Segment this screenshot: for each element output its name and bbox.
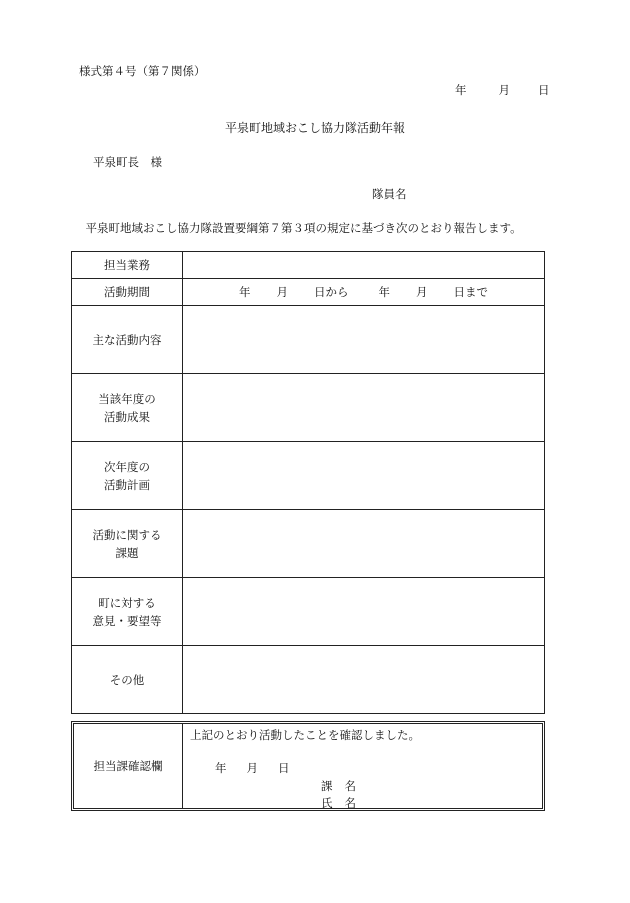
label-char: 名 xyxy=(344,779,356,793)
confirm-day-label: 日 xyxy=(278,761,290,775)
issues-label xyxy=(72,510,183,578)
confirm-year-label: 年 xyxy=(215,761,227,775)
person-name-label xyxy=(321,795,356,811)
confirmation-box xyxy=(71,721,545,811)
table-row-period xyxy=(72,279,545,306)
intro-paragraph xyxy=(74,221,550,236)
confirm-month-label: 月 xyxy=(246,761,258,775)
report-table xyxy=(71,251,545,714)
label-line: 活動計画 xyxy=(104,477,150,492)
date-year-label: 年 xyxy=(455,83,467,97)
label-line: その他 xyxy=(109,672,145,687)
duty-label: 担当業務 xyxy=(72,252,183,279)
opinions-label xyxy=(72,578,183,646)
section-name-label xyxy=(321,778,356,794)
date-day-label: 日 xyxy=(538,83,550,97)
document-title: 平泉町地域おこし協力隊活動年報 xyxy=(224,121,405,135)
label-line: 町に対する xyxy=(98,595,156,610)
period-start-month: 月 xyxy=(276,285,288,299)
period-template xyxy=(183,284,544,300)
confirmation-statement: 上記のとおり活動したことを確認しました。 xyxy=(190,728,420,742)
addressee: 平泉町長 様 xyxy=(93,155,162,169)
period-label: 活動期間 xyxy=(72,279,183,306)
label-line: 当該年度の xyxy=(98,391,156,406)
period-end-day: 日まで xyxy=(453,285,488,299)
member-name-label: 隊員名 xyxy=(372,187,407,201)
form-number: 様式第４号（第７関係） xyxy=(79,64,206,78)
table-row-main-activities xyxy=(72,306,545,374)
other-label xyxy=(72,646,183,714)
table-row-other xyxy=(72,646,545,714)
period-end-month: 月 xyxy=(416,285,428,299)
period-start-year: 年 xyxy=(239,285,251,299)
duty-field[interactable] xyxy=(183,252,545,279)
main-activities-label xyxy=(72,306,183,374)
intro-text: 平泉町地域おこし協力隊設置要綱第７第３項の規定に基づき次のとおり報告します。 xyxy=(85,221,522,235)
label-line: 意見・要望等 xyxy=(92,613,162,628)
label-char: 課 xyxy=(321,779,333,793)
table-row-duty xyxy=(72,252,545,279)
confirmation-field[interactable] xyxy=(183,724,542,808)
date-month-label: 月 xyxy=(498,83,510,97)
label-line: 主な活動内容 xyxy=(92,332,162,347)
issues-field[interactable] xyxy=(183,510,545,578)
table-row-issues xyxy=(72,510,545,578)
report-date xyxy=(455,82,550,98)
period-field[interactable] xyxy=(183,279,545,306)
next-plan-label xyxy=(72,442,183,510)
confirmation-label: 担当課確認欄 xyxy=(74,724,183,808)
other-field[interactable] xyxy=(183,646,545,714)
label-line: 活動成果 xyxy=(104,409,150,424)
table-row-next-plan xyxy=(72,442,545,510)
period-end-year: 年 xyxy=(378,285,390,299)
main-activities-field[interactable] xyxy=(183,306,545,374)
label-line: 次年度の xyxy=(104,459,150,474)
period-start-day: 日から xyxy=(314,285,349,299)
label-char: 名 xyxy=(344,796,356,810)
next-plan-field[interactable] xyxy=(183,442,545,510)
table-row-opinions xyxy=(72,578,545,646)
table-row-results xyxy=(72,374,545,442)
label-char: 氏 xyxy=(321,796,333,810)
opinions-field[interactable] xyxy=(183,578,545,646)
results-field[interactable] xyxy=(183,374,545,442)
label-line: 課題 xyxy=(115,545,139,560)
confirmation-date xyxy=(215,760,290,776)
results-label xyxy=(72,374,183,442)
label-line: 活動に関する xyxy=(92,527,162,542)
